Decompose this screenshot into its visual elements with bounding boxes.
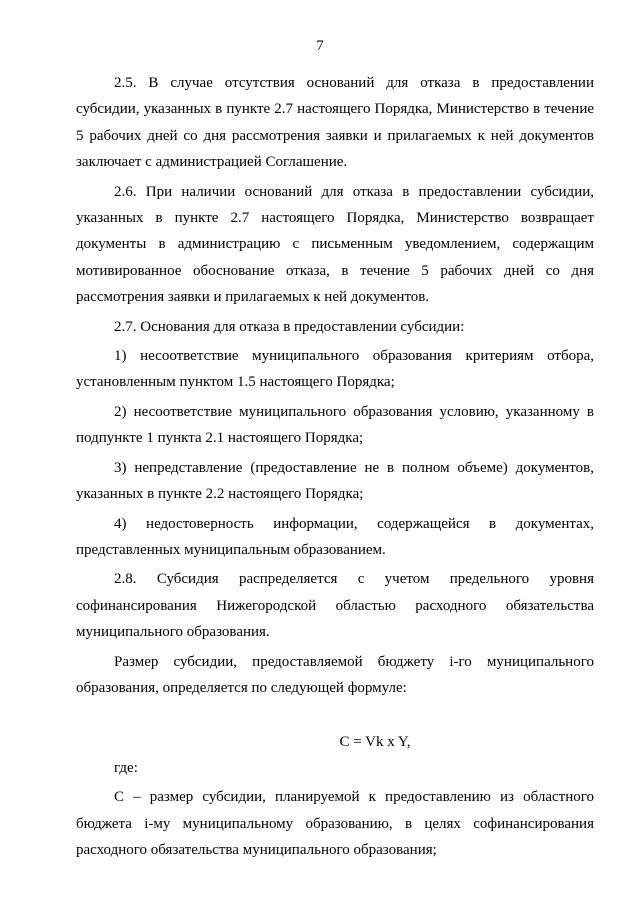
list-item-4: 4) недостоверность информации, содержащейся в документах, представленных муниципальным образованием. <box>76 515 594 558</box>
paragraph-2-5: 2.5. В случае отсутствия оснований для отказа в предоставлении субсидии, указанных в пункте 2.7 настоящего Порядка, Министерство в течение 5 рабочих дней со дня рассмотрения заявки и прилагаемых к ней документов заключает с администрацией Соглашение. <box>76 75 594 171</box>
paragraph-subsidy-size: Размер субсидии, предоставляемой бюджету i-го муниципального образования, определяется по следующей формуле: <box>76 653 594 696</box>
paragraph-2-6: 2.6. При наличии оснований для отказа в предоставлении субсидии, указанных в пункте 2.7 настоящего Порядка, Министерство возвращает документы в администрацию с письменным уведомлением, содержащим мотивированное обоснование отказа, в течение 5 рабочих дней со дня рассмотрения заявки и прилагаемых к ней документов. <box>76 183 594 306</box>
list-item-3: 3) непредставление (предоставление не в полном объеме) документов, указанных в пункте 2.2 настоящего Порядка; <box>76 459 594 503</box>
definition-c: C – размер субсидии, планируемой к предоставлению из областного бюджета i-му муниципальному образованию, в целях софинансирования расходного обязательства муниципального образования; <box>76 789 594 859</box>
list-item-1: 1) несоответствие муниципального образования критериям отбора, установленным пунктом 1.5 настоящего Порядка; <box>76 348 594 391</box>
page-number: 7 <box>316 38 324 54</box>
paragraph-2-8: 2.8. Субсидия распределяется с учетом предельного уровня софинансирования Нижегородской областью расходного обязательства муниципального образования. <box>76 571 594 641</box>
formula: C = Vk x Y, <box>339 734 411 751</box>
list-item-2: 2) несоответствие муниципального образования условию, указанному в подпункте 1 пункта 2.1 настоящего Порядка; <box>76 403 594 447</box>
document-body <box>76 70 594 867</box>
where-label: где: <box>114 760 138 777</box>
paragraph-2-7: 2.7. Основания для отказа в предоставлении субсидии: <box>114 318 465 335</box>
